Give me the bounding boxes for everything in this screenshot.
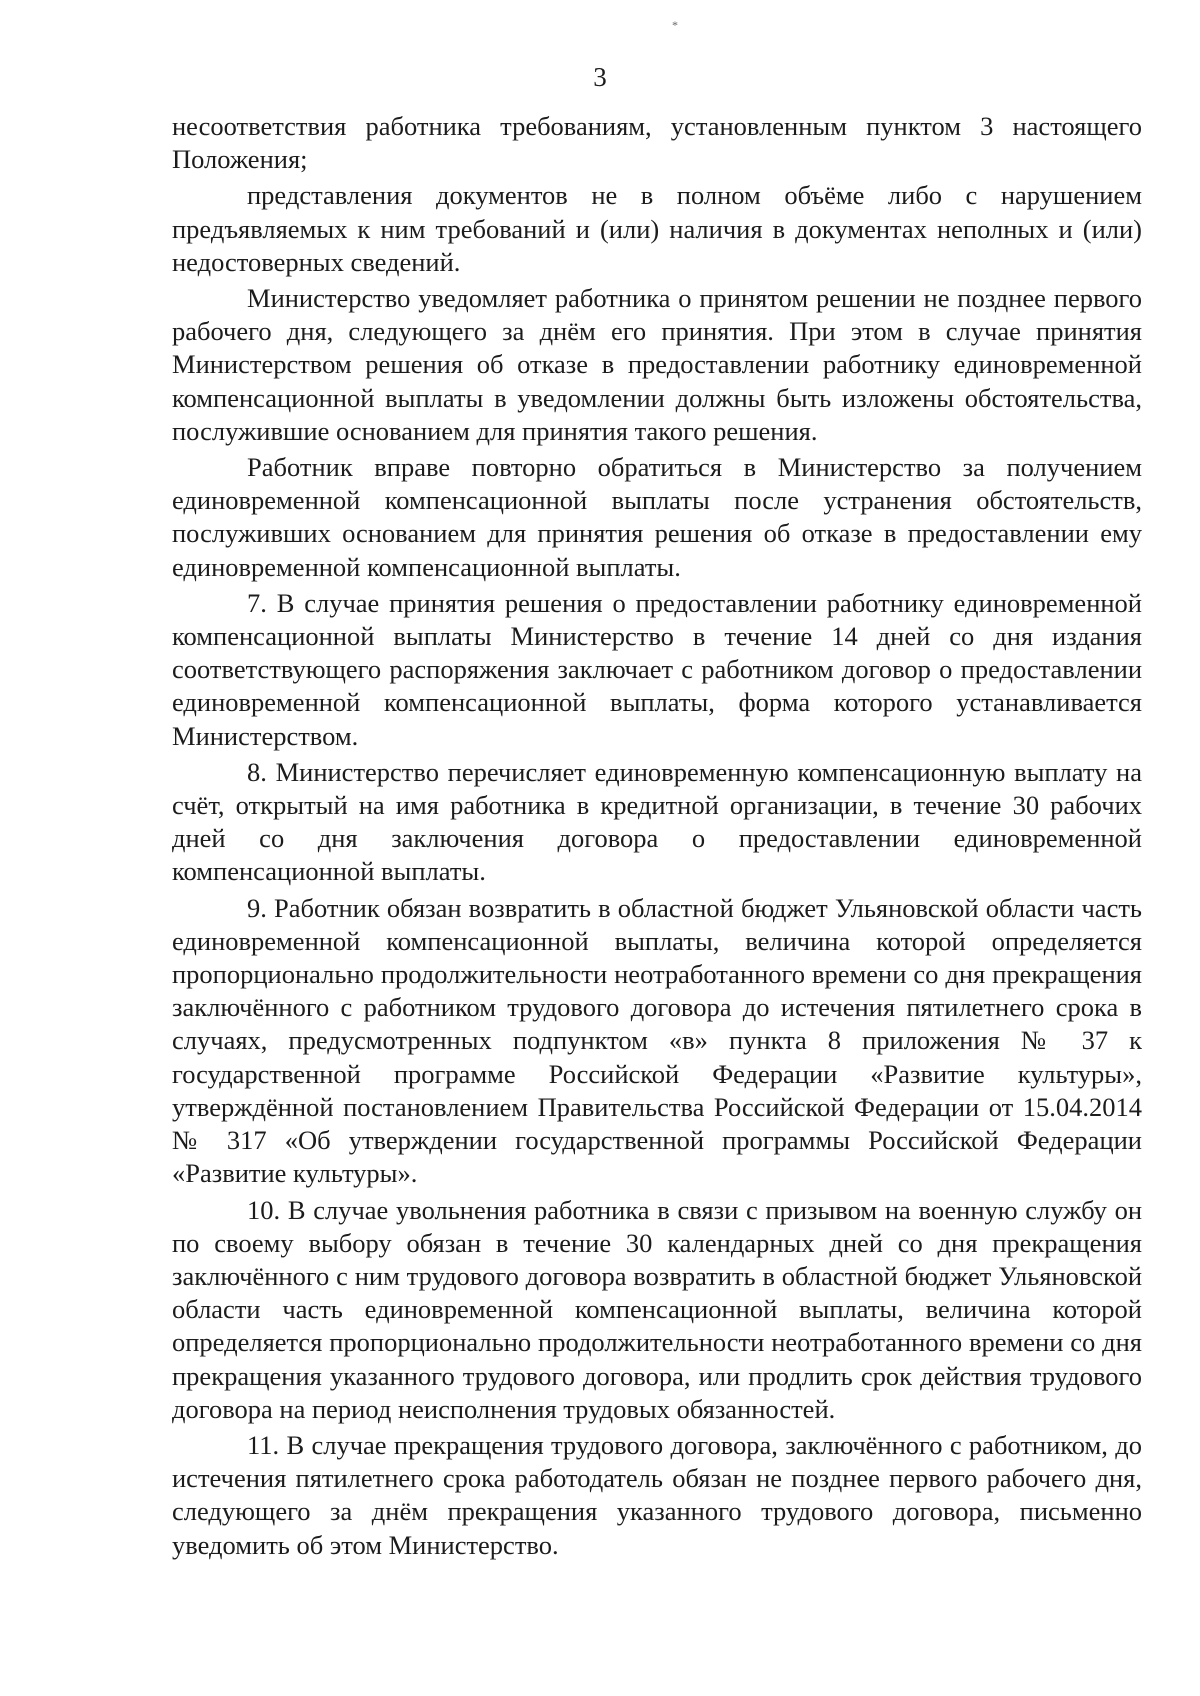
paragraph-2: представления документов не в полном объёме либо с нарушением предъявляемых к ним требований и (или) наличия в документах неполных и (или) недостоверных сведений. (172, 180, 1142, 277)
paragraph-item-11: 11. В случае прекращения трудового договора, заключённого с работником, до истечения пятилетнего срока работодатель обязан не позднее первого рабочего дня, следующего за днём прекращения указанного трудового договора, письменно уведомить об этом Министерство. (172, 1429, 1142, 1560)
paragraph-item-8: 8. Министерство перечисляет единовременную компенсационную выплату на счёт, открытый на имя работника в кредитной организации, в течение 30 рабочих дней со дня заключения договора о предоставлении единовременной компенсационной выплаты. (172, 756, 1142, 887)
paragraph-4: Работник вправе повторно обратиться в Министерство за получением единовременной компенсационной выплаты после устранения обстоятельств, послуживших основанием для принятия решения об отказе в предоставлении ему единовременной компенсационной выплаты. (172, 452, 1142, 582)
page-number: 3 (593, 62, 607, 92)
paragraph-3: Министерство уведомляет работника о принятом решении не позднее первого рабочего дня, следующего за днём его принятия. При этом в случае принятия Министерством решения об отказе в предоставлении работнику единовременной компенсационной выплаты в уведомлении должны быть изложены обстоятельства, послужившие основанием для принятия такого решения. (172, 283, 1142, 446)
paragraph-item-7: 7. В случае принятия решения о предоставлении работнику единовременной компенсационной выплаты Министерство в течение 14 дней со дня издания соответствующего распоряжения заключает с работником договор о предоставлении единовременной компенсационной выплаты, форма которого устанавливается Министерством. (172, 587, 1142, 751)
document-body (172, 110, 1142, 1565)
paragraph-item-10: 10. В случае увольнения работника в связи с призывом на военную службу он по своему выбору обязан в течение 30 календарных дней со дня прекращения заключённого с ним трудового договора возвратить в областной бюджет Ульяновской области часть единовременной компенсационной выплаты, величина которой определяется пропорционально продолжительности неотработанного времени со дня прекращения указанного трудового договора, или продлить срок действия трудового договора на период неисполнения трудовых обязанностей. (172, 1194, 1142, 1424)
paragraph-1: несоответствия работника требованиям, установленным пунктом 3 настоящего Положения; (172, 111, 1142, 175)
scan-mark: * (672, 18, 678, 32)
paragraph-item-9: 9. Работник обязан возвратить в областной бюджет Ульяновской области часть единовременной компенсационной выплаты, величина которой определяется пропорционально продолжительности неотработанного времени со дня прекращения заключённого с работником трудового договора до истечения пятилетнего срока в случаях, предусмотренных подпунктом «в» пункта 8 приложения № 37 к государственной программе Российской Федерации «Развитие культуры», утверждённой постановлением Правительства Российской Федерации от 15.04.2014 № 317 «Об утверждении государственной программы Российской Федерации «Развитие культуры». (172, 892, 1142, 1189)
